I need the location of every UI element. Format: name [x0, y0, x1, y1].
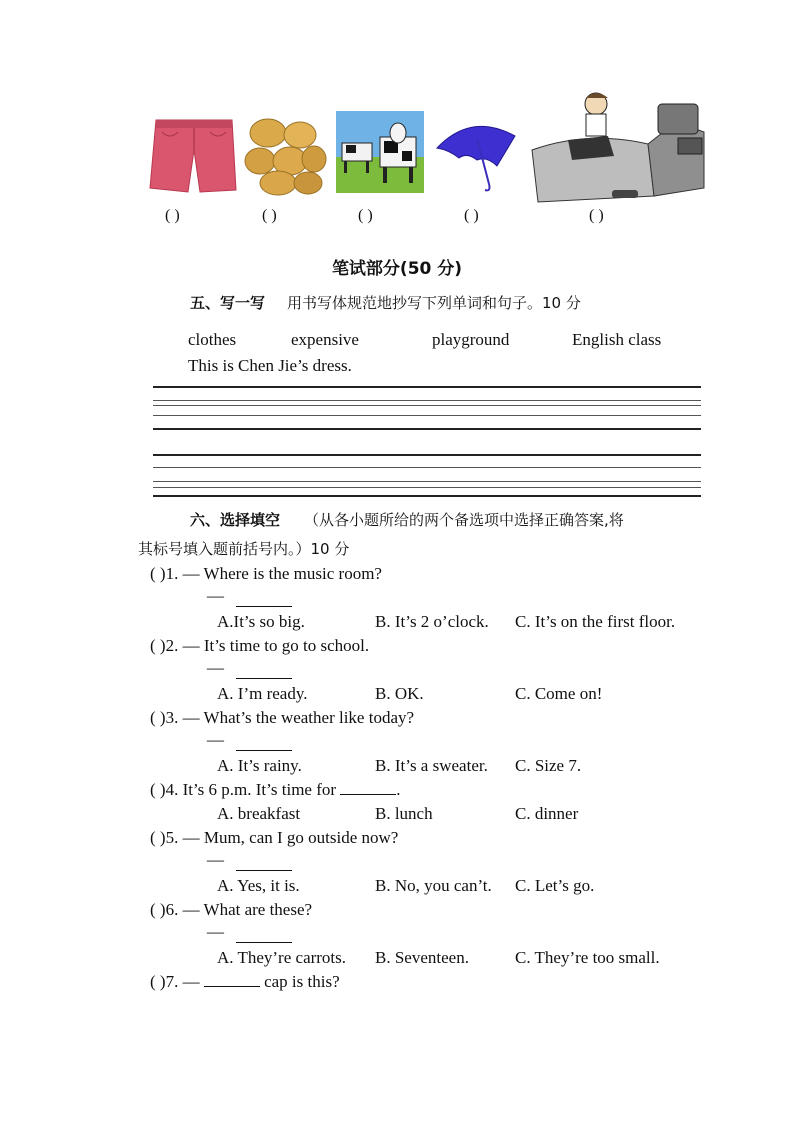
- copy-word-clothes: clothes: [188, 330, 237, 349]
- shorts-picture: [148, 116, 238, 194]
- written-part-title: 笔试部分(50 分): [331, 259, 463, 279]
- q2-option-c: C. Come on!: [515, 684, 603, 703]
- q4-option-b: B. lunch: [375, 804, 433, 823]
- q6-text: 6. — What are these?: [165, 900, 313, 919]
- q1-option-a: A.It’s so big.: [217, 612, 305, 631]
- q3-option-b: B. It’s a sweater.: [375, 756, 488, 775]
- section5-heading: 五、写一写: [190, 294, 266, 312]
- q5-option-a: A. Yes, it is.: [217, 876, 300, 895]
- q7-answer-paren[interactable]: ( ): [150, 972, 166, 991]
- q4-option-c: C. dinner: [515, 804, 579, 823]
- q5-option-c: C. Let’s go.: [515, 876, 595, 895]
- q1-option-b: B. It’s 2 o’clock.: [375, 612, 489, 631]
- picture-4-paren[interactable]: ( ): [464, 207, 479, 224]
- q2-answer-paren[interactable]: ( ): [150, 636, 166, 655]
- q2-text: 2. — It’s time to go to school.: [165, 636, 370, 655]
- q2-answer-blank: [236, 678, 292, 679]
- q1-option-c: C. It’s on the first floor.: [515, 612, 676, 631]
- boy-dressing-picture: [528, 90, 710, 206]
- cows-picture: [336, 111, 424, 193]
- q2-dash: —: [207, 658, 224, 677]
- q6-answer-blank: [236, 942, 292, 943]
- copy-word-playground: playground: [432, 330, 510, 349]
- q5-dash: —: [207, 850, 224, 869]
- q5-text: 5. — Mum, can I go outside now?: [165, 828, 399, 847]
- q1-answer-paren[interactable]: ( ): [150, 564, 166, 583]
- section6-heading: 六、选择填空: [190, 511, 281, 529]
- picture-1-paren[interactable]: ( ): [165, 207, 180, 224]
- q1-dash: —: [207, 586, 224, 605]
- section6-instruction-line1: （从各小题所给的两个备选项中选择正确答案,将: [304, 511, 624, 529]
- picture-3-paren[interactable]: ( ): [358, 207, 373, 224]
- picture-5-paren[interactable]: ( ): [589, 207, 604, 224]
- q1-answer-blank: [236, 606, 292, 607]
- q5-answer-paren[interactable]: ( ): [150, 828, 166, 847]
- q6-option-b: B. Seventeen.: [375, 948, 469, 967]
- copy-sentence: This is Chen Jie’s dress.: [188, 356, 352, 375]
- q4-text: 4. It’s 6 p.m. It’s time for: [165, 780, 341, 799]
- q4-answer-paren[interactable]: ( ): [150, 780, 166, 799]
- q7-text-end: cap is this?: [259, 972, 340, 991]
- q7-inline-blank: [204, 972, 260, 987]
- q6-option-c: C. They’re too small.: [515, 948, 660, 967]
- copy-word-expensive: expensive: [291, 330, 359, 349]
- q3-answer-blank: [236, 750, 292, 751]
- q1-text: 1. — Where is the music room?: [165, 564, 382, 583]
- potatoes-picture: [240, 111, 328, 197]
- section6-instruction-line2: 其标号填入题前括号内。）10 分: [138, 540, 350, 558]
- section5-instruction: 用书写体规范地抄写下列单词和句子。10 分: [287, 294, 581, 312]
- q6-answer-paren[interactable]: ( ): [150, 900, 166, 919]
- q4-option-a: A. breakfast: [217, 804, 301, 823]
- q2-option-a: A. I’m ready.: [217, 684, 308, 703]
- q7-text: 7. —: [165, 972, 204, 991]
- q2-option-b: B. OK.: [375, 684, 424, 703]
- umbrella-picture: [431, 118, 519, 194]
- q3-text: 3. — What’s the weather like today?: [165, 708, 415, 727]
- q3-option-a: A. It’s rainy.: [217, 756, 302, 775]
- q5-option-b: B. No, you can’t.: [375, 876, 492, 895]
- q6-dash: —: [207, 922, 224, 941]
- q3-answer-paren[interactable]: ( ): [150, 708, 166, 727]
- q6-option-a: A. They’re carrots.: [217, 948, 347, 967]
- q4-inline-blank: [340, 780, 396, 795]
- picture-2-paren[interactable]: ( ): [262, 207, 277, 224]
- q4-text-end: .: [396, 780, 401, 799]
- q3-option-c: C. Size 7.: [515, 756, 582, 775]
- copy-word-english-class: English class: [572, 330, 662, 349]
- q3-dash: —: [207, 730, 224, 749]
- q5-answer-blank: [236, 870, 292, 871]
